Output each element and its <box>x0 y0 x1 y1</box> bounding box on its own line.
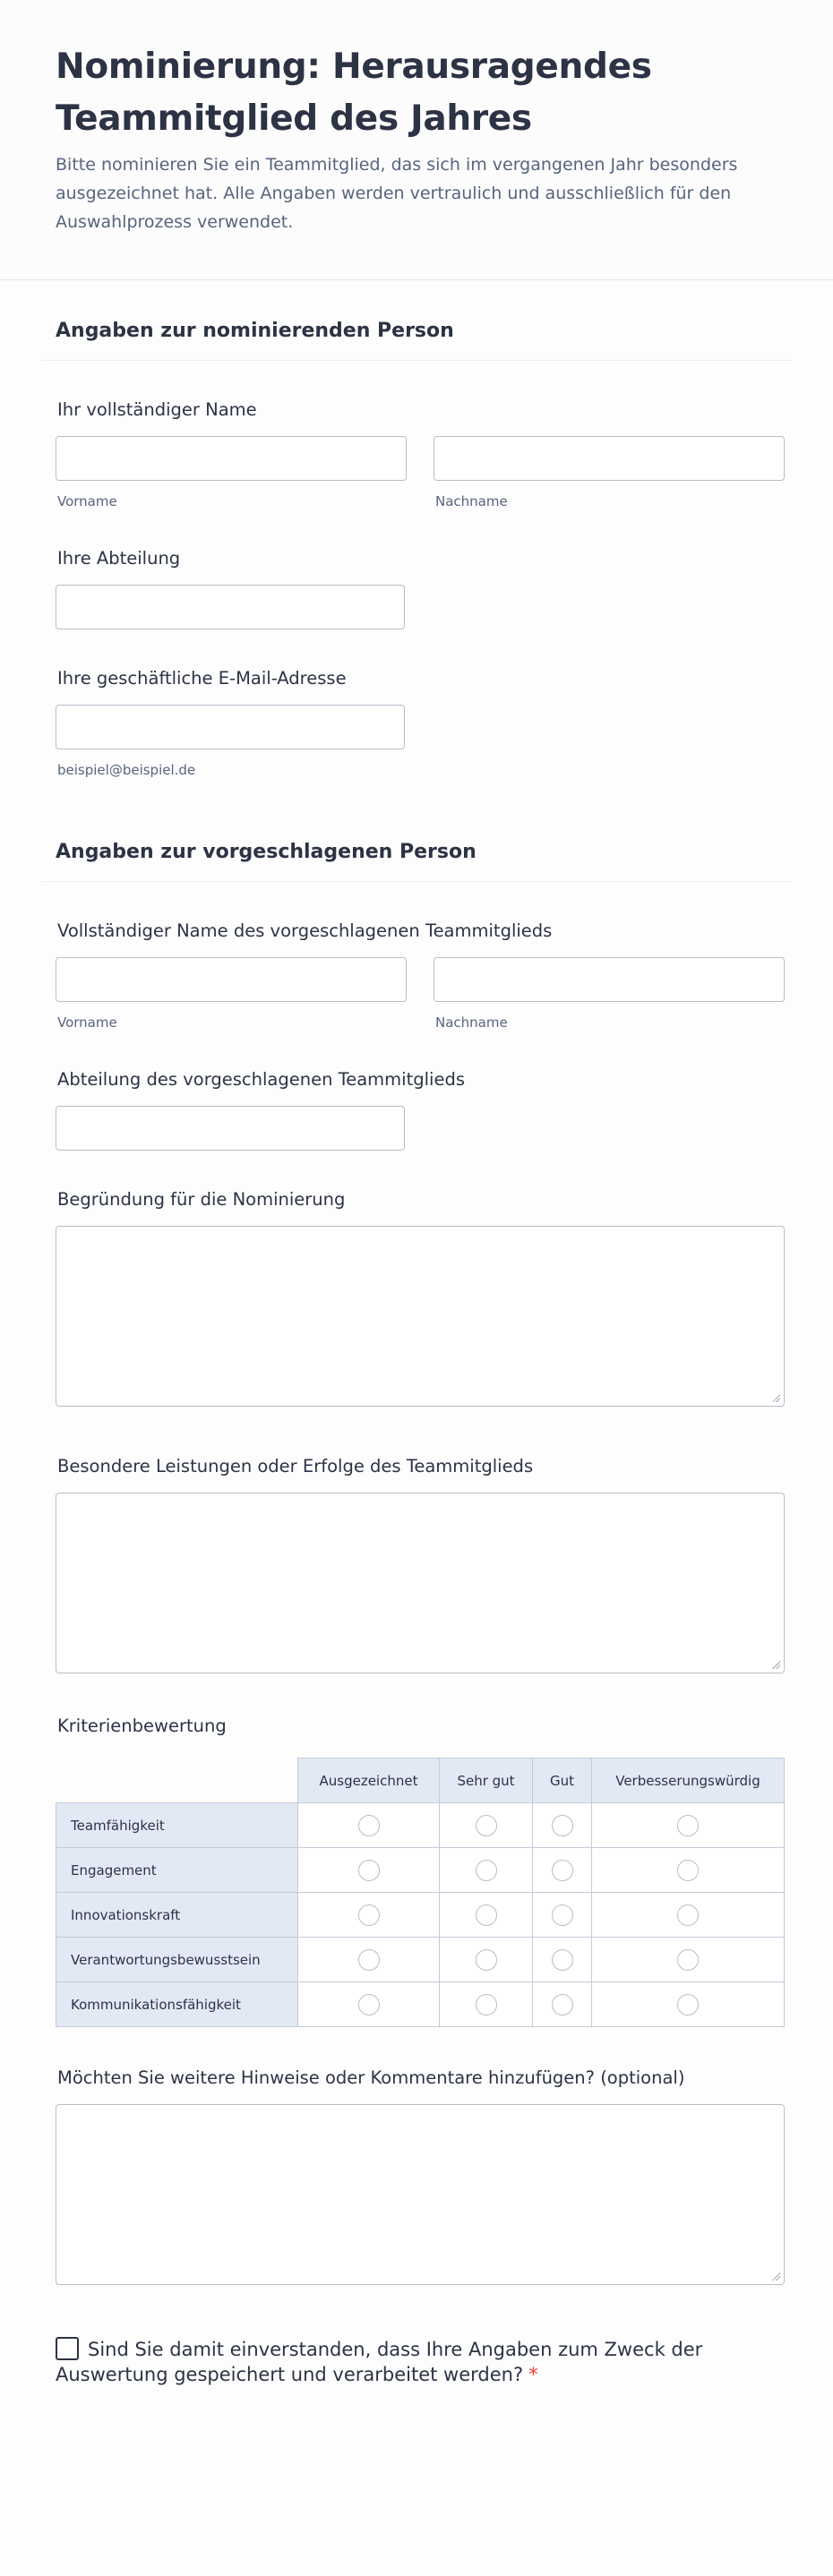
nominee-name-field <box>0 920 833 1031</box>
resize-handle-icon[interactable] <box>772 1661 780 1669</box>
matrix-row-label: Verantwortungsbewusstsein <box>56 1938 298 1982</box>
rating-radio[interactable] <box>476 1860 497 1881</box>
section-nominator-heading <box>41 280 792 361</box>
sublabel-email: beispiel@beispiel.de <box>57 762 196 778</box>
nominator-last-name-input[interactable] <box>434 436 785 481</box>
matrix-row <box>56 1893 785 1938</box>
form-description: Bitte nominieren Sie ein Teammitglied, das sich im vergangenen Jahr besonders ausgezeichnet hat. Alle Angaben werden vertraulich und ausschließlich für den Auswahlprozess verwendet. <box>56 155 738 232</box>
rating-radio[interactable] <box>552 1994 573 2015</box>
section-nominee-heading <box>41 778 792 882</box>
sublabel-first-name: Vorname <box>57 493 117 509</box>
required-mark: * <box>528 2364 538 2385</box>
matrix-row-label: Teamfähigkeit <box>56 1803 298 1848</box>
nominee-first-name-input[interactable] <box>56 957 407 1002</box>
comments-field <box>0 2067 833 2285</box>
rating-radio[interactable] <box>552 1815 573 1836</box>
sublabel-last-name: Nachname <box>435 493 508 509</box>
rating-radio[interactable] <box>552 1860 573 1881</box>
rating-radio[interactable] <box>476 1904 497 1926</box>
nominator-email-input[interactable] <box>56 705 405 749</box>
nomination-reason-textarea[interactable] <box>56 1226 785 1407</box>
nominator-department-field <box>0 547 833 629</box>
matrix-row <box>56 1938 785 1982</box>
field-label: Ihr vollständiger Name <box>57 399 257 420</box>
rating-radio[interactable] <box>677 1994 699 2015</box>
rating-radio[interactable] <box>677 1904 699 1926</box>
achievements-field <box>0 1455 833 1673</box>
rating-radio[interactable] <box>358 1815 380 1836</box>
field-label: Ihre geschäftliche E-Mail-Adresse <box>57 668 347 689</box>
rating-radio[interactable] <box>476 1994 497 2015</box>
sublabel-first-name: Vorname <box>57 1014 117 1031</box>
resize-handle-icon[interactable] <box>772 2272 780 2281</box>
section-heading: Angaben zur nominierenden Person <box>56 320 454 342</box>
matrix-row <box>56 1848 785 1893</box>
achievements-textarea[interactable] <box>56 1493 785 1673</box>
field-label: Abteilung des vorgeschlagenen Teammitglieds <box>57 1069 465 1090</box>
consent-field <box>0 2337 726 2387</box>
nominator-first-name-input[interactable] <box>56 436 407 481</box>
matrix-column-header: Sehr gut <box>440 1759 533 1803</box>
field-label: Vollständiger Name des vorgeschlagenen Teammitglieds <box>57 920 553 941</box>
matrix-row-label: Innovationskraft <box>56 1893 298 1938</box>
rating-radio[interactable] <box>358 1904 380 1926</box>
rating-radio[interactable] <box>677 1860 699 1881</box>
field-label: Möchten Sie weitere Hinweise oder Kommentare hinzufügen? (optional) <box>57 2067 685 2088</box>
section-heading: Angaben zur vorgeschlagenen Person <box>56 841 477 863</box>
rating-radio[interactable] <box>358 1949 380 1971</box>
rating-radio[interactable] <box>358 1860 380 1881</box>
field-label: Ihre Abteilung <box>57 548 181 569</box>
nomination-reason-field <box>0 1188 833 1407</box>
nominator-department-input[interactable] <box>56 585 405 629</box>
rating-radio[interactable] <box>552 1949 573 1971</box>
criteria-rating-field <box>0 1715 833 2027</box>
nominee-department-input[interactable] <box>56 1106 405 1151</box>
nominee-department-field <box>0 1068 833 1151</box>
consent-checkbox[interactable] <box>56 2337 79 2360</box>
form-title: Nominierung: Herausragendes Teammitglied des Jahres <box>56 47 652 139</box>
rating-radio[interactable] <box>476 1815 497 1836</box>
matrix-row-label: Kommunikationsfähigkeit <box>56 1982 298 2027</box>
field-label: Besondere Leistungen oder Erfolge des Teammitglieds <box>57 1456 534 1476</box>
matrix-column-header: Gut <box>533 1759 592 1803</box>
matrix-row <box>56 1982 785 2027</box>
matrix-corner <box>56 1759 298 1803</box>
matrix-column-header: Ausgezeichnet <box>298 1759 440 1803</box>
resize-handle-icon[interactable] <box>772 1394 780 1402</box>
nominator-name-field <box>0 398 833 509</box>
matrix-row <box>56 1803 785 1848</box>
nominee-last-name-input[interactable] <box>434 957 785 1002</box>
rating-radio[interactable] <box>677 1949 699 1971</box>
form-header <box>0 0 833 280</box>
nominator-email-field <box>0 667 833 778</box>
sublabel-last-name: Nachname <box>435 1014 508 1031</box>
matrix-row-label: Engagement <box>56 1848 298 1893</box>
field-label: Kriterienbewertung <box>57 1716 227 1736</box>
rating-radio[interactable] <box>476 1949 497 1971</box>
consent-label: Sind Sie damit einverstanden, dass Ihre Angaben zum Zweck der Auswertung gespeichert und verarbeitet werden? <box>56 2339 703 2385</box>
rating-radio[interactable] <box>358 1994 380 2015</box>
rating-matrix <box>56 1758 785 2027</box>
comments-textarea[interactable] <box>56 2104 785 2285</box>
matrix-column-header: Verbesserungswürdig <box>592 1759 785 1803</box>
rating-radio[interactable] <box>552 1904 573 1926</box>
field-label: Begründung für die Nominierung <box>57 1189 346 1210</box>
rating-radio[interactable] <box>677 1815 699 1836</box>
